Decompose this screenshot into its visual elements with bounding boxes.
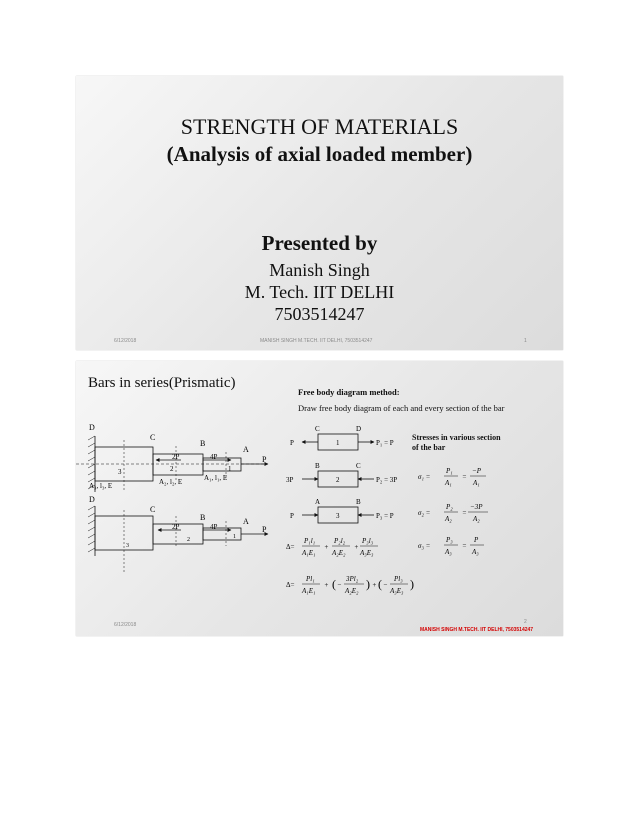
label-a: A (243, 517, 249, 526)
footer-page-number: 1 (524, 338, 527, 344)
label-a: A (243, 445, 249, 454)
stress-title (412, 433, 501, 453)
label-d: D (89, 495, 95, 504)
svg-text:−P: −P (472, 467, 481, 475)
author-degree: M. Tech. IIT DELHI (244, 282, 395, 302)
delta-substituted-equation (286, 575, 414, 595)
section-3: 3 (126, 543, 129, 549)
svg-text:A₃: A₃ (472, 548, 479, 556)
fbd-label-c: C (356, 462, 361, 470)
svg-text:Δ=: Δ= (286, 543, 295, 551)
label-b: B (200, 513, 206, 522)
author-name: Manish Singh (269, 260, 370, 280)
footer-page-number: 2 (524, 619, 527, 625)
svg-text:P₂l₂: P₂l₂ (334, 537, 346, 545)
svg-text:P₃: P₃ (446, 536, 453, 544)
label-a3-l3-e: A₃, l₃, E (89, 482, 113, 490)
svg-text:A₁: A₁ (445, 479, 452, 487)
sigma2-equation (418, 503, 488, 523)
svg-text:Pl₃: Pl₃ (394, 575, 403, 583)
svg-text:−3P: −3P (470, 503, 483, 511)
fbd2-left-load: 3P (286, 476, 294, 484)
content-slide (76, 361, 563, 636)
label-c: C (150, 433, 156, 442)
svg-text:A₂E₂: A₂E₂ (332, 549, 346, 557)
label-p: P (262, 525, 267, 534)
presented-by: Presented by (261, 231, 378, 255)
svg-text:(: ( (378, 577, 382, 591)
fbd3-number: 3 (336, 512, 340, 520)
svg-text:A₃E₃: A₃E₃ (360, 549, 374, 557)
label-p: P (262, 455, 267, 464)
svg-text:Δ=: Δ= (286, 581, 295, 589)
svg-text:Pl₁: Pl₁ (306, 575, 315, 583)
svg-text:3Pl₂: 3Pl₂ (346, 575, 359, 583)
fbd-label-a: A (315, 498, 321, 506)
load-4p: 4P (210, 453, 218, 461)
svg-text:A₃: A₃ (445, 548, 452, 556)
footer-author: MANISH SINGH M.TECH. IIT DELHI, 7503514247 (260, 338, 373, 344)
section-3: 3 (118, 468, 122, 476)
fbd-title: Free body diagram method: (298, 387, 400, 397)
footer-date: 6/12/2018 (114, 338, 137, 344)
slide-title: Bars in series(Prismatic) (88, 375, 236, 391)
svg-text:−: − (383, 581, 388, 589)
svg-text:): ) (366, 577, 370, 591)
label-d: D (89, 423, 95, 432)
stress-title-line-2: of the bar (412, 443, 446, 452)
fbd-label-b: B (356, 498, 361, 506)
fbd-subtitle: Draw free body diagram of each and every section of the bar (298, 403, 505, 413)
svg-text:P₂: P₂ (446, 503, 453, 511)
deformation-equations (284, 529, 454, 607)
author-phone: 7503514247 (274, 304, 365, 324)
svg-text:A₂: A₂ (473, 515, 480, 523)
svg-text:A₃E₃: A₃E₃ (390, 587, 404, 595)
svg-text:σ₃ =: σ₃ = (418, 542, 431, 550)
bars-in-series-diagram (76, 416, 286, 576)
free-body-diagrams (282, 421, 422, 533)
svg-text:P₁: P₁ (446, 467, 453, 475)
svg-text:=: = (462, 509, 467, 517)
label-c: C (150, 505, 156, 514)
label-b: B (200, 439, 206, 448)
load-4p: 4P (210, 523, 218, 531)
footer-date: 6/12/2018 (114, 622, 137, 628)
svg-text:σ₁ =: σ₁ = (418, 473, 431, 481)
fbd2-number: 2 (336, 476, 340, 484)
label-a1-l1-e: A₁, l₁, E (204, 474, 228, 482)
svg-text:−: − (337, 581, 342, 589)
label-a2-l2-e: A₂, l₂, E (159, 478, 183, 486)
svg-text:+: + (354, 543, 359, 551)
section-1: 1 (233, 534, 236, 540)
svg-text:+: + (372, 581, 377, 589)
fbd1-left-load: P (290, 439, 294, 447)
svg-text:A₁: A₁ (473, 479, 480, 487)
fbd1-right-load: P₁ = P (376, 439, 394, 447)
section-2: 2 (170, 465, 174, 473)
svg-text:P: P (474, 536, 479, 544)
svg-text:+: + (324, 543, 329, 551)
svg-text:A₁E₁: A₁E₁ (302, 549, 316, 557)
fbd1-number: 1 (336, 439, 340, 447)
fbd2-right-load: P₂ = 3P (376, 476, 398, 484)
svg-text:=: = (462, 542, 467, 550)
stress-title-line-1: Stresses in various section (412, 433, 501, 442)
svg-text:P₃l₃: P₃l₃ (362, 537, 374, 545)
svg-text:): ) (410, 577, 414, 591)
load-2p: 2P (172, 523, 180, 531)
svg-text:σ₂ =: σ₂ = (418, 509, 431, 517)
svg-text:P₁l₁: P₁l₁ (304, 537, 316, 545)
svg-text:(: ( (332, 577, 336, 591)
load-2p: 2P (172, 453, 180, 461)
section-2: 2 (187, 537, 190, 543)
fbd-label-c: C (315, 425, 320, 433)
fbd3-right-load: P₃ = P (376, 512, 394, 520)
fbd3-left-load: P (290, 512, 294, 520)
svg-text:A₂E₂: A₂E₂ (345, 587, 359, 595)
title-slide (76, 76, 563, 350)
footer-author-red: MANISH SINGH M.TECH. IIT DELHI, 7503514247 (420, 627, 534, 633)
svg-text:A₁E₁: A₁E₁ (302, 587, 316, 595)
fbd-label-b: B (315, 462, 320, 470)
slide-subtitle: (Analysis of axial loaded member) (166, 142, 473, 166)
svg-text:A₂: A₂ (445, 515, 452, 523)
slide-title: STRENGTH OF MATERIALS (180, 114, 459, 139)
svg-text:=: = (462, 473, 467, 481)
fbd-label-d: D (356, 425, 362, 433)
stepped-bar-diagram-2 (88, 506, 268, 574)
section-1: 1 (228, 465, 232, 473)
delta-general-equation (286, 537, 378, 557)
svg-text:+: + (324, 581, 329, 589)
sigma1-equation (418, 467, 486, 487)
